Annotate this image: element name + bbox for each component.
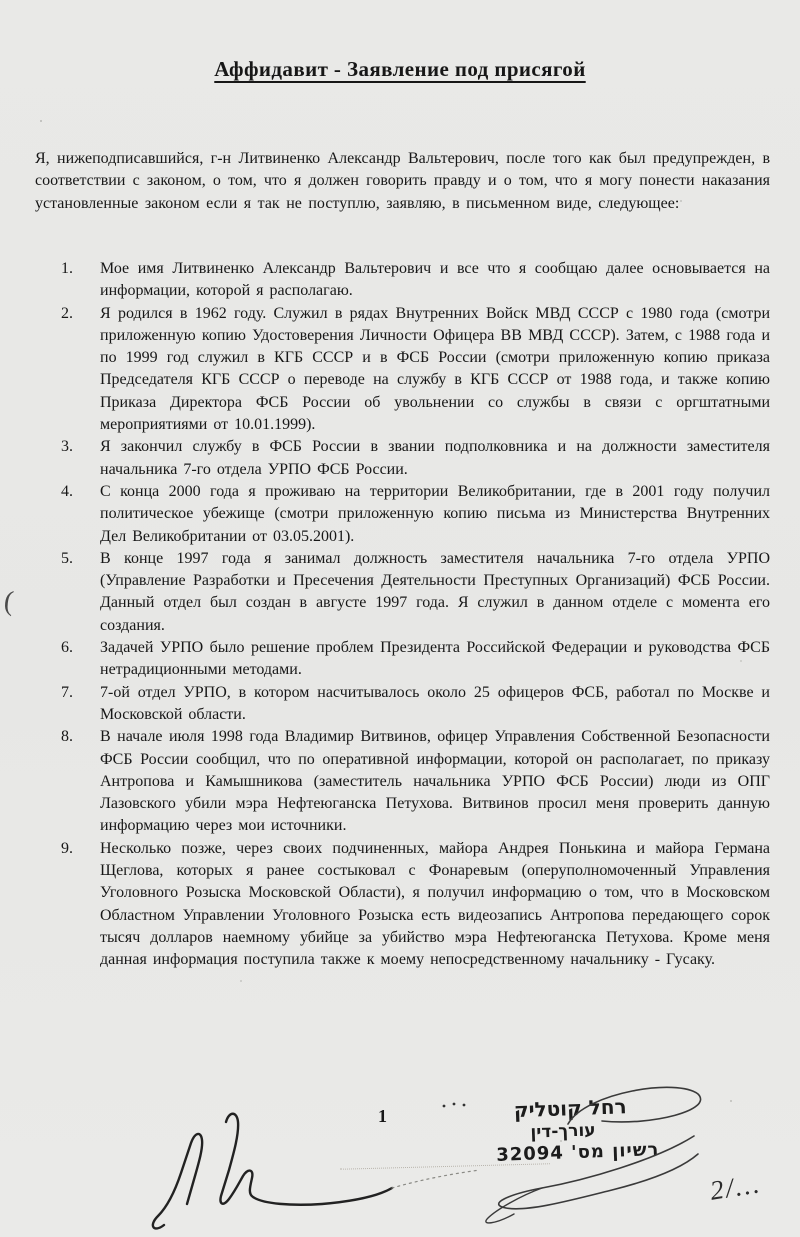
list-item — [35, 258, 770, 303]
item-text: Я родился в 1962 году. Служил в рядах Внутренних Войск МВД СССР с 1980 года (смотри приложенную копию Удостоверения Личности Офицера ВВ МВД СССР). Затем, с 1988 года и по 1999 год служил в КГБ СССР и в ФСБ России (смотри приложенную копию приказа Председателя КГБ СССР о переводе на службу в КГБ СССР от 1988 года, и также копию Приказа Директора ФСБ России об увольнении со службы в связи с оргштатными мероприятиями от 10.01.1999). — [100, 304, 770, 434]
intro-paragraph: Я, нижеподписавшийся, г-н Литвиненко Александр Вальтерович, после того как был предупрежден, в соответствии с законом, о том, что я должен говорить правду и о том, что я могу понести наказания установленные законом если я так не поступлю, заявляю, в письменном виде, следующее: — [35, 150, 770, 212]
list-item — [35, 726, 770, 837]
stamp-attorney-name: רחל קוטליק — [513, 1094, 627, 1123]
item-number: 5. — [61, 549, 73, 567]
item-number: 4. — [61, 482, 73, 500]
page-number: 1 — [378, 1106, 387, 1126]
item-number: 3. — [61, 438, 73, 456]
stamp-attorney-role: עורך-דין — [530, 1120, 596, 1143]
item-text: 7-ой отдел УРПО, в котором насчитывалось около 25 офицеров ФСБ, работал по Москве и Московской области. — [100, 683, 770, 723]
scan-noise — [40, 120, 42, 122]
item-text: В начале июля 1998 года Владимир Витвинов, офицер Управления Собственной Безопасности ФСБ России сообщил, что по оперативной информации, которой он располагает, по приказу Антропова и Камышникова (заместитель начальника УРПО ФСБ России) люди из ОПГ Лазовского убили мэра Нефтеюганска Петухова. Витвинов просил меня проверить данную информацию через мои источники. — [100, 728, 770, 835]
item-text: Я закончил службу в ФСБ России в звании подполковника и на должности заместителя начальника 7-го отдела УРПО ФСБ России. — [100, 438, 770, 478]
stamp-signature-scribble — [430, 1080, 730, 1230]
list-item — [35, 838, 770, 972]
item-text: Мое имя Литвиненко Александр Вальтерович и все что я сообщаю далее основывается на информации, которой я располагаю. — [100, 260, 770, 300]
item-text: В конце 1997 года я занимал должность заместителя начальника 7-го отдела УРПО (Управление Разработки и Пресечения Деятельности Преступных Организаций) ФСБ России. Данный отдел был создан в августе 1997 года. Я служил в данном отделе с момента его создания. — [100, 549, 770, 634]
list-item — [35, 436, 770, 481]
item-text: Задачей УРПО было решение проблем Президента Российской Федерации и руководства ФСБ нетрадиционными методами. — [100, 639, 770, 679]
list-item — [35, 481, 770, 548]
item-number: 2. — [61, 304, 73, 322]
item-text: С конца 2000 года я проживаю на территории Великобритании, где в 2001 году получил политическое убежище (смотри приложенную копию письма из Министерства Внутренних Дел Великобритании от 03.05.2001). — [100, 482, 770, 545]
pen-margin-mark: ( — [2, 585, 15, 618]
list-item — [35, 303, 770, 437]
list-item — [35, 548, 770, 637]
stamp-license-number: רשיון מס' 32094 — [495, 1139, 660, 1167]
document-title: Аффидавит - Заявление под присягой — [214, 57, 586, 81]
list-item — [35, 637, 770, 682]
statement-list — [35, 258, 770, 972]
item-number: 6. — [61, 639, 73, 657]
item-number: 1. — [61, 260, 73, 277]
item-text: Несколько позже, через своих подчиненных, майора Андрея Понькина и майора Германа Щеглова, которых я ранее состыковал с Фонаревым (оперуполномоченный Управления Уголовного Розыска Московской Области), я получил информацию о том, что в Московском Областном Управлении Уголовного Розыска есть видеозапись Антропова передающего сорок тысяч долларов наемному убийце за убийство мэра Нефтеюганска Петухова. Кроме меня данная информация поступила также к моему непосредственному начальнику - Гусаку. — [100, 839, 770, 969]
item-number: 8. — [61, 728, 73, 746]
item-number: 9. — [61, 839, 73, 857]
list-item — [35, 682, 770, 727]
continuation-mark: 2/... — [707, 1168, 764, 1206]
item-number: 7. — [61, 683, 73, 701]
